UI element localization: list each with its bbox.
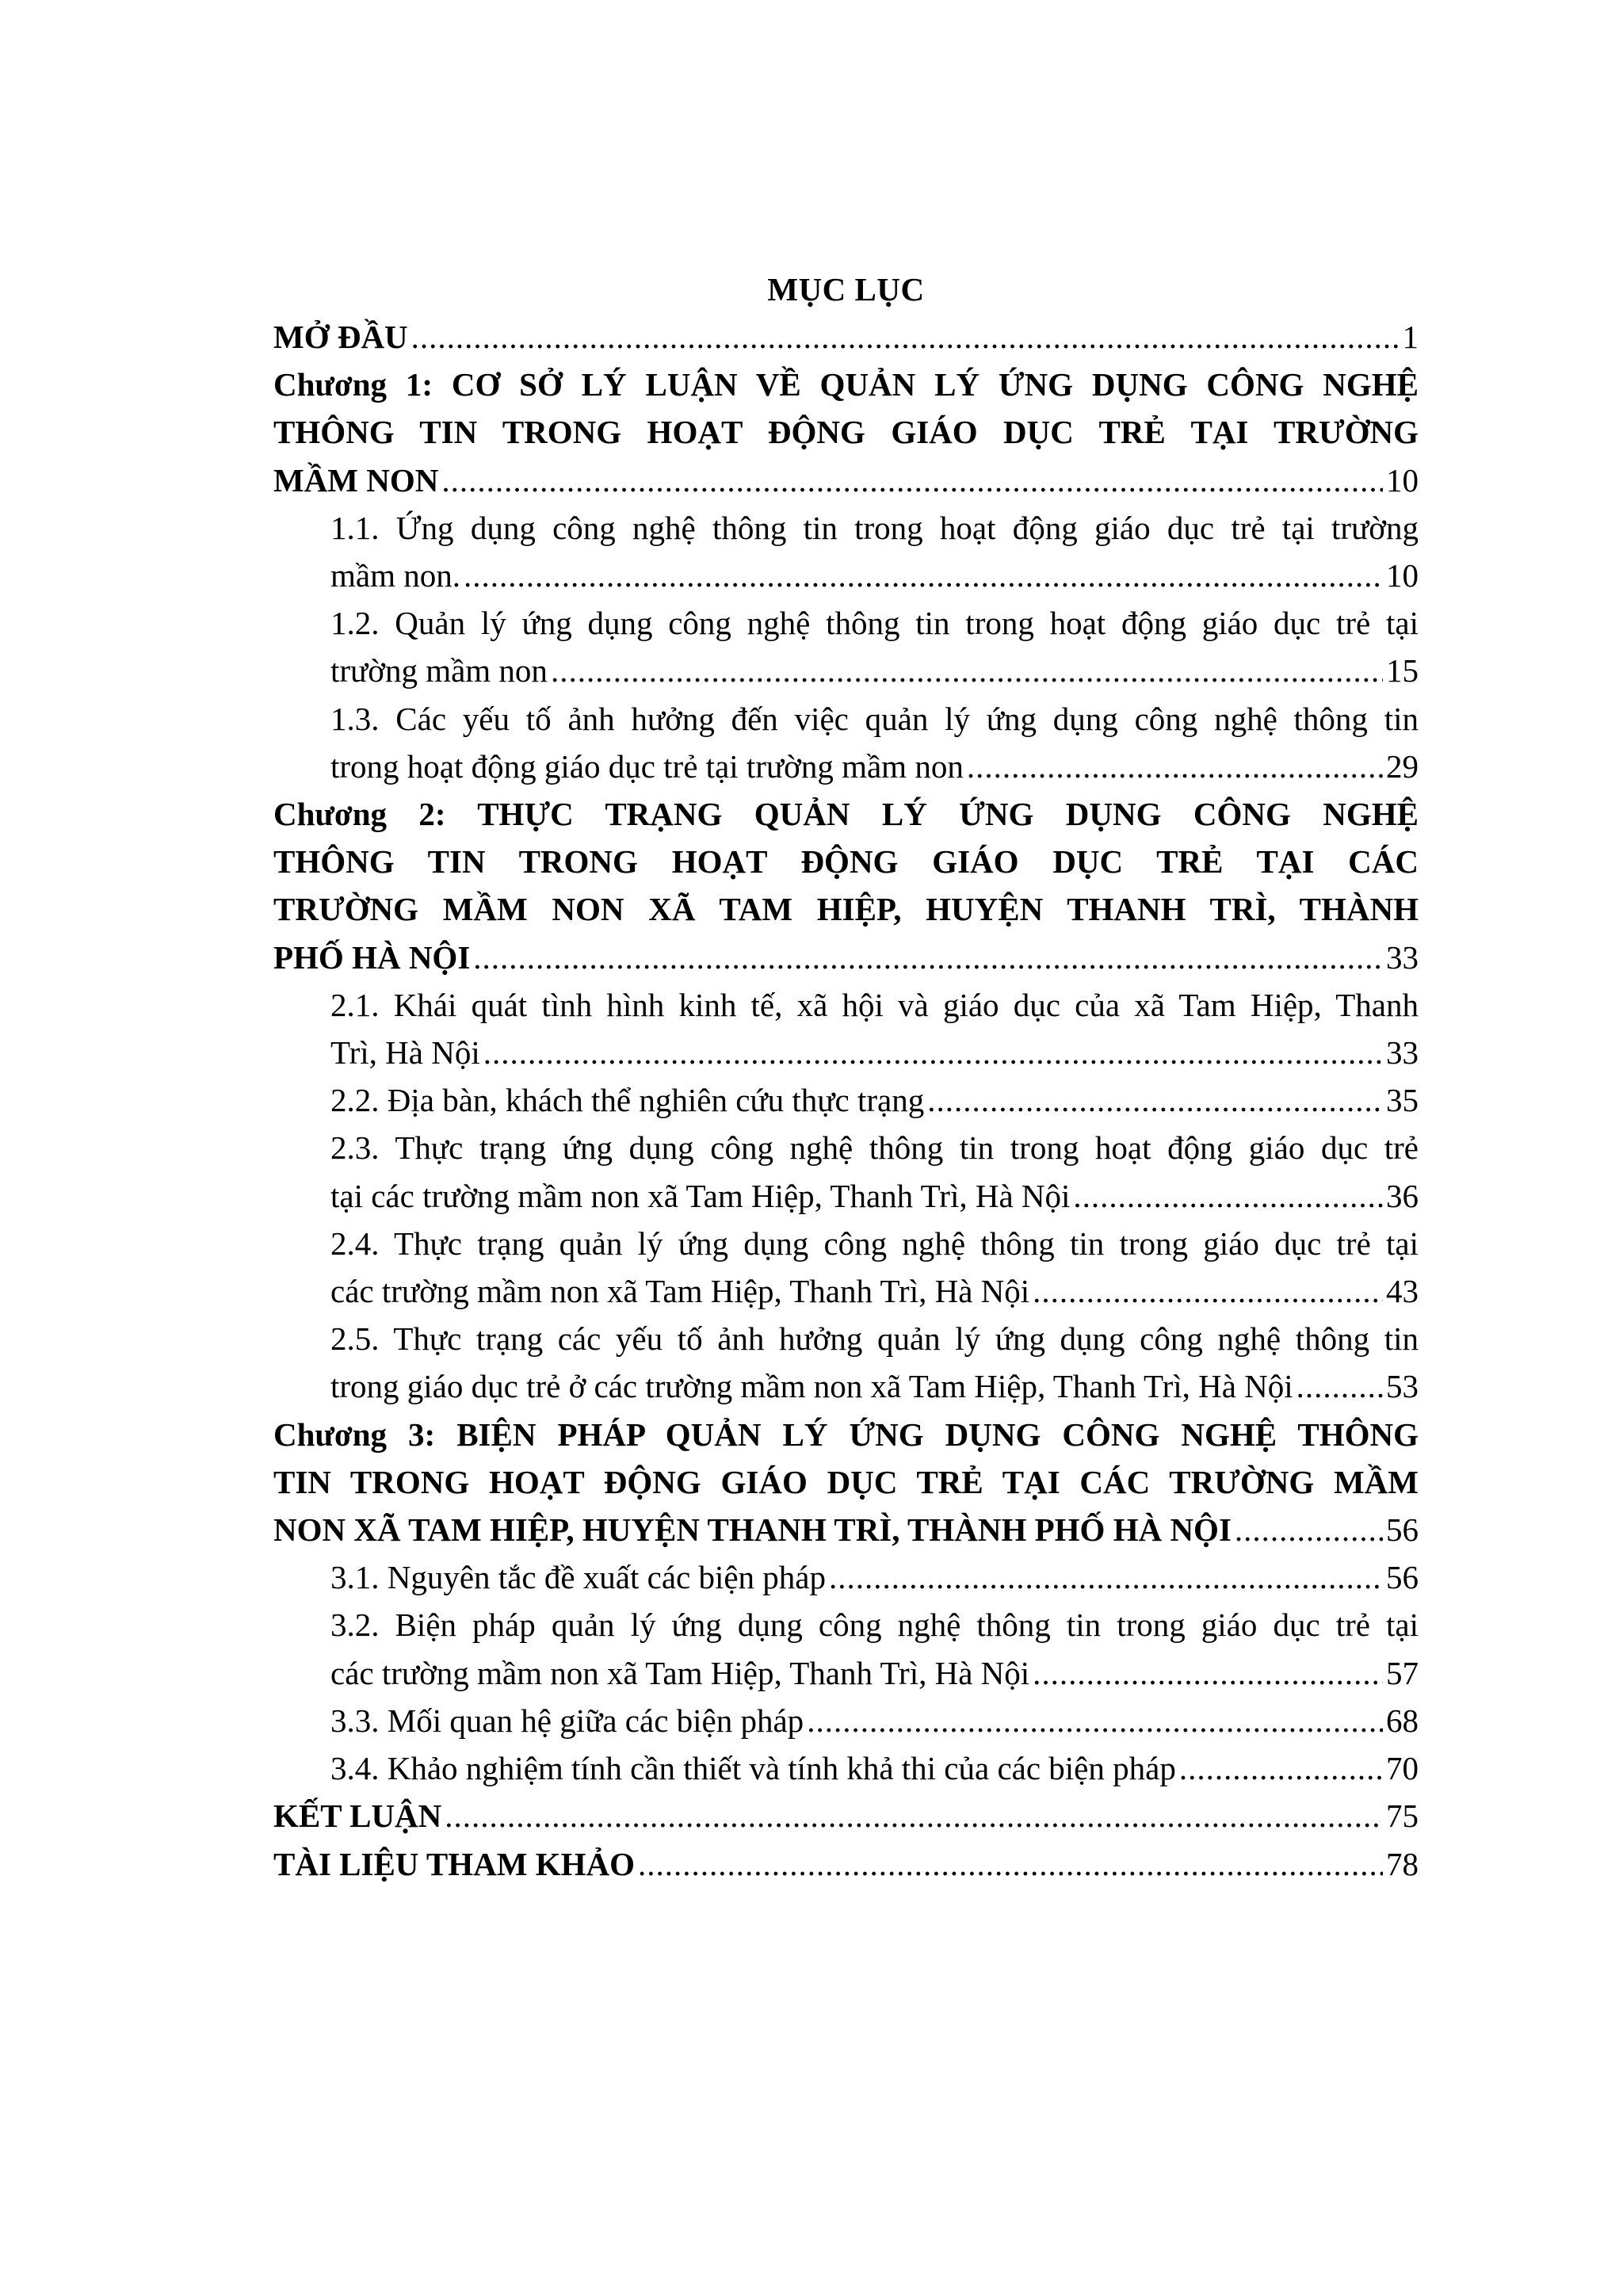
toc-entry-text-line: 2.4. Thực trạng quản lý ứng dụng công nghệ thông tin trong giáo dục trẻ tại [330,1224,1419,1262]
dot-leader [464,552,1383,599]
toc-page-number: 10 [1386,557,1419,594]
toc-entry-text-line: Chương 2: THỰC TRẠNG QUẢN LÝ ỨNG DỤNG CÔNG NGHỆ [273,796,1419,833]
toc-entry-leader-line [330,1697,1419,1744]
toc-entry-text-line: THÔNG TIN TRONG HOẠT ĐỘNG GIÁO DỤC TRẺ TẠI CÁC [273,843,1419,881]
toc-entry-leader-line [330,1744,1419,1792]
toc-page-number: 33 [1386,938,1419,976]
dot-leader [551,647,1383,694]
toc-entry-leader-line [330,1649,1419,1697]
toc-page-number: 43 [1386,1273,1419,1310]
dot-leader [1033,1267,1383,1315]
toc-entry-text: 2.2. Địa bàn, khách thể nghiên cứu thực trạng [330,1082,925,1119]
dot-leader [829,1553,1383,1601]
toc-section-entry[interactable] [273,1315,1419,1410]
toc-section-entry[interactable] [273,504,1419,599]
toc-entry-text: trong giáo dục trẻ ở các trường mầm non xã Tam Hiệp, Thanh Trì, Hà Nội [330,1368,1293,1405]
dot-leader [807,1697,1383,1744]
toc-entry-text: PHỐ HÀ NỘI [273,938,471,976]
toc-entry-text-line: THÔNG TIN TRONG HOẠT ĐỘNG GIÁO DỤC TRẺ TẠI TRƯỜNG [273,414,1419,451]
toc-page-number: 75 [1386,1797,1419,1835]
toc-page-number: 56 [1386,1511,1419,1549]
toc-chapter-entry[interactable] [273,1840,1419,1888]
toc-page-number: 53 [1386,1368,1419,1405]
toc-section-entry[interactable] [273,981,1419,1076]
dot-leader [927,1076,1383,1124]
table-of-contents [273,266,1419,1888]
toc-page-number: 70 [1386,1750,1419,1787]
toc-page-number: 56 [1386,1559,1419,1596]
toc-entry-text: KẾT LUẬN [273,1797,442,1835]
dot-leader [1296,1362,1383,1410]
dot-leader [473,934,1383,981]
toc-entry-text: trong hoạt động giáo dục trẻ tại trường mầm non [330,747,964,785]
toc-list [273,313,1419,1888]
toc-section-entry[interactable] [273,1697,1419,1744]
toc-page-number: 78 [1386,1845,1419,1882]
toc-page-number: 1 [1402,319,1419,355]
toc-page-number: 10 [1386,461,1419,499]
dot-leader [1235,1506,1383,1553]
toc-entry-text-line: Chương 3: BIỆN PHÁP QUẢN LÝ ỨNG DỤNG CÔNG NGHỆ THÔNG [273,1415,1419,1453]
dot-leader [1033,1649,1383,1697]
toc-chapter-entry[interactable] [273,1792,1419,1839]
toc-page-number: 15 [1386,652,1419,690]
toc-section-entry[interactable] [273,1601,1419,1696]
toc-page-number: 29 [1386,747,1419,785]
toc-entry-leader-line [273,313,1419,361]
toc-entry-text-line: 1.3. Các yếu tố ảnh hưởng đến việc quản lý ứng dụng công nghệ thông tin [330,700,1419,737]
toc-section-entry[interactable] [273,1553,1419,1601]
toc-section-entry[interactable] [273,599,1419,694]
toc-entry-text-line: TIN TRONG HOẠT ĐỘNG GIÁO DỤC TRẺ TẠI CÁC TRƯỜNG MẦM [273,1463,1419,1500]
toc-entry-text: tại các trường mầm non xã Tam Hiệp, Thanh Trì, Hà Nội [330,1177,1071,1214]
dot-leader [445,1792,1383,1839]
toc-page-number: 57 [1386,1654,1419,1691]
dot-leader [1179,1744,1383,1792]
toc-entry-leader-line [330,743,1419,790]
toc-page-number: 36 [1386,1177,1419,1214]
dot-leader [483,1029,1383,1076]
toc-chapter-entry[interactable] [273,361,1419,504]
toc-entry-text: 3.4. Khảo nghiệm tính cần thiết và tính khả thi của các biện pháp [330,1750,1176,1787]
toc-page-number: 35 [1386,1082,1419,1119]
toc-entry-text: NON XÃ TAM HIỆP, HUYỆN THANH TRÌ, THÀNH PHỐ HÀ NỘI [273,1511,1232,1549]
dot-leader [441,457,1383,504]
toc-section-entry[interactable] [273,1744,1419,1792]
toc-entry-text: trường mầm non [330,652,548,690]
toc-chapter-entry[interactable] [273,1411,1419,1554]
toc-entry-text-line: 2.5. Thực trạng các yếu tố ảnh hưởng quản lý ứng dụng công nghệ thông tin [330,1320,1419,1358]
toc-entry-leader-line [330,1172,1419,1220]
toc-entry-text-line: 2.3. Thực trạng ứng dụng công nghệ thông tin trong hoạt động giáo dục trẻ [330,1129,1419,1167]
dot-leader [1073,1172,1383,1220]
dot-leader [638,1840,1383,1888]
toc-entry-leader-line [330,552,1419,599]
toc-entry-leader-line [330,1029,1419,1076]
toc-entry-text-line: TRƯỜNG MẦM NON XÃ TAM HIỆP, HUYỆN THANH TRÌ, THÀNH [273,891,1419,928]
toc-entry-text-line: 2.1. Khái quát tình hình kinh tế, xã hội và giáo dục của xã Tam Hiệp, Thanh [330,986,1419,1023]
toc-chapter-entry[interactable] [273,313,1419,361]
toc-page-number: 68 [1386,1702,1419,1739]
toc-entry-text-line: 1.2. Quản lý ứng dụng công nghệ thông tin trong hoạt động giáo dục trẻ tại [330,605,1419,642]
toc-chapter-entry[interactable] [273,790,1419,981]
toc-entry-leader-line [273,1792,1419,1839]
toc-entry-text: 3.3. Mối quan hệ giữa các biện pháp [330,1702,804,1739]
toc-entry-leader-line [273,457,1419,504]
toc-entry-leader-line [273,1506,1419,1553]
toc-entry-text-line: 1.1. Ứng dụng công nghệ thông tin trong hoạt động giáo dục trẻ tại trường [330,509,1419,546]
toc-section-entry[interactable] [273,1220,1419,1315]
toc-entry-text: MẦM NON [273,461,439,499]
toc-title: MỤC LỤC [767,271,925,308]
toc-entry-text: Trì, Hà Nội [330,1034,480,1072]
dot-leader [411,313,1400,361]
toc-entry-text: các trường mầm non xã Tam Hiệp, Thanh Trì, Hà Nội [330,1654,1030,1691]
toc-entry-text-line: Chương 1: CƠ SỞ LÝ LUẬN VỀ QUẢN LÝ ỨNG DỤNG CÔNG NGHỆ [273,366,1419,403]
toc-section-entry[interactable] [273,695,1419,790]
toc-entry-leader-line [273,1840,1419,1888]
toc-section-entry[interactable] [273,1124,1419,1219]
toc-entry-text: 3.1. Nguyên tắc đề xuất các biện pháp [330,1559,827,1596]
toc-entry-text: MỞ ĐẦU [273,319,408,355]
toc-entry-text-line: 3.2. Biện pháp quản lý ứng dụng công nghệ thông tin trong giáo dục trẻ tại [330,1606,1419,1644]
toc-entry-text: các trường mầm non xã Tam Hiệp, Thanh Trì, Hà Nội [330,1273,1030,1310]
toc-section-entry[interactable] [273,1076,1419,1124]
toc-entry-leader-line [330,1267,1419,1315]
toc-entry-leader-line [273,934,1419,981]
toc-entry-text: mầm non. [330,557,460,594]
toc-entry-leader-line [330,1553,1419,1601]
toc-entry-text: TÀI LIỆU THAM KHẢO [273,1845,636,1882]
toc-page-number: 33 [1386,1034,1419,1072]
toc-entry-leader-line [330,1076,1419,1124]
toc-entry-leader-line [330,647,1419,694]
dot-leader [967,743,1383,790]
toc-entry-leader-line [330,1362,1419,1410]
